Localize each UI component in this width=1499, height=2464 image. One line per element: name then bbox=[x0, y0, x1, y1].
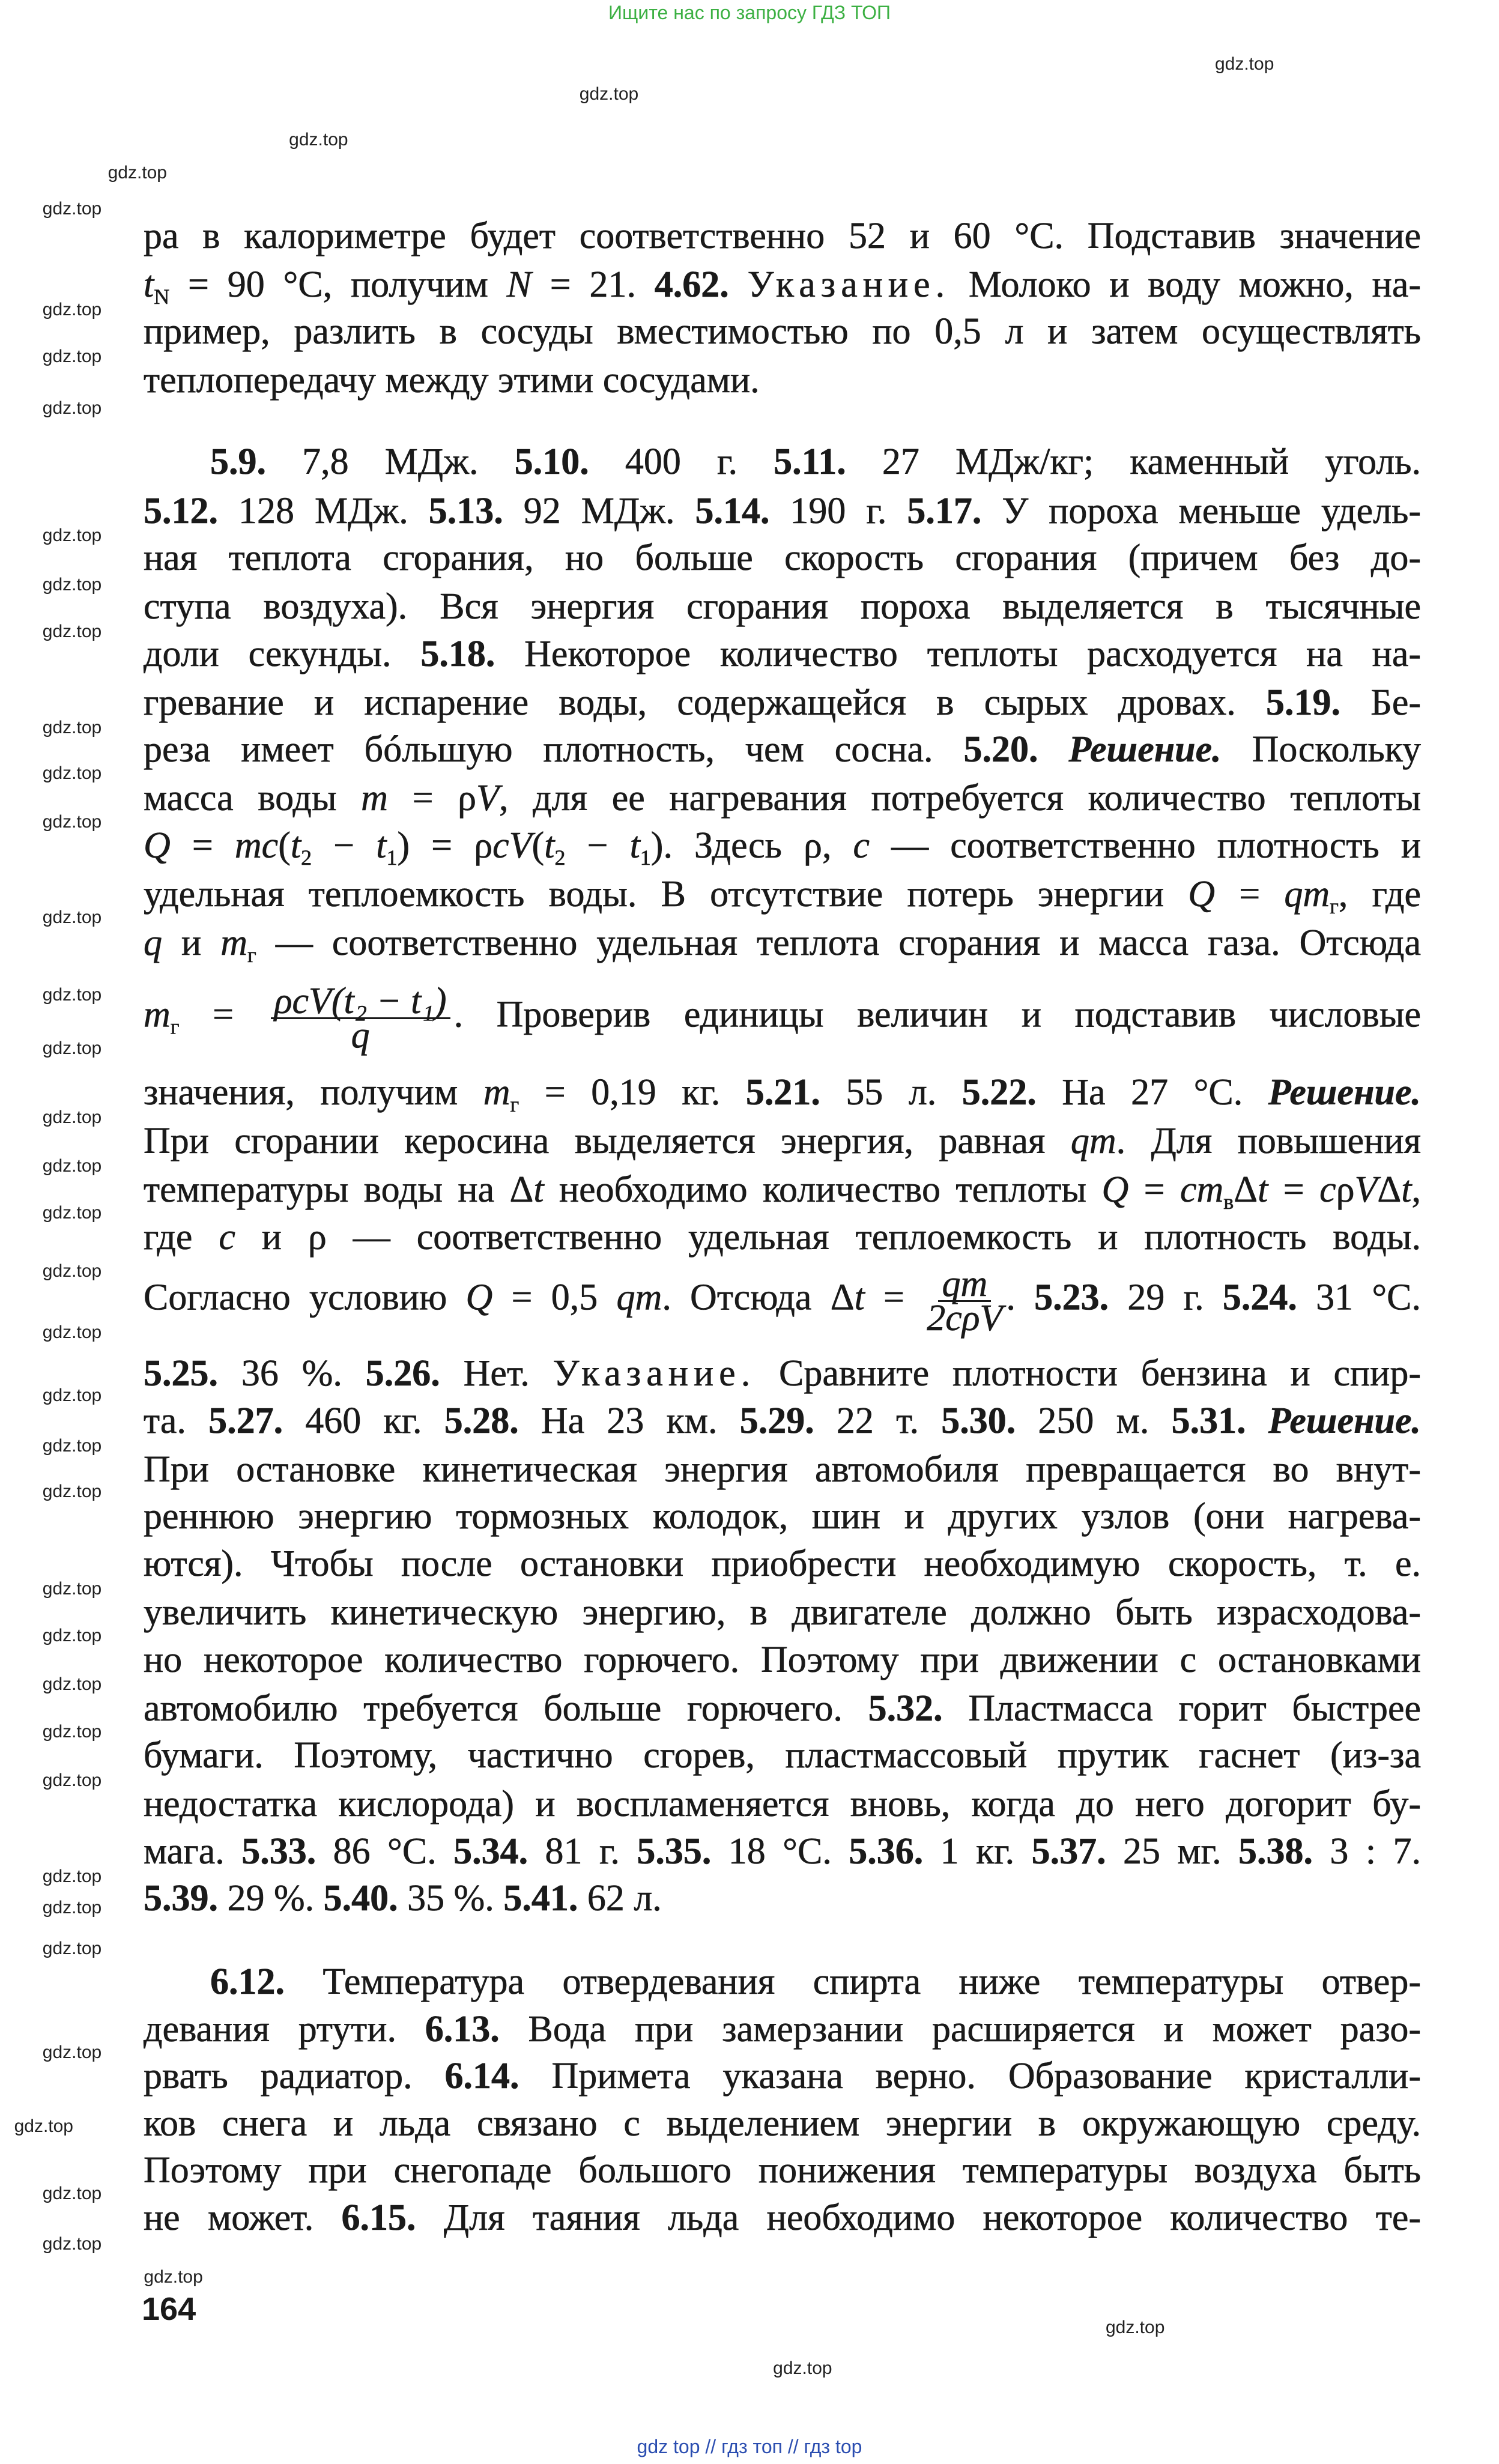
answer-number: 5.27. bbox=[208, 1400, 283, 1441]
watermark-text: gdz.top bbox=[42, 984, 102, 1005]
math-variable: c bbox=[853, 825, 870, 866]
watermark-text: gdz.top bbox=[42, 1770, 102, 1791]
text-line bbox=[144, 2104, 1421, 2143]
answer-number: 5.40. bbox=[323, 1878, 398, 1919]
math-variable: t bbox=[376, 825, 387, 866]
subscript: N bbox=[154, 284, 170, 309]
solution-label: Решение. bbox=[1268, 1400, 1422, 1441]
text-run: 3 : 7. bbox=[1313, 1830, 1422, 1872]
answer-number: 6.14. bbox=[444, 2056, 519, 2097]
text-line bbox=[144, 264, 1422, 309]
text-line bbox=[144, 874, 1422, 919]
math-variable: m bbox=[220, 922, 248, 964]
watermark-text: gdz.top bbox=[42, 199, 102, 219]
text-run: Некоторое количество теплоты расходуется на на- bbox=[495, 633, 1422, 674]
text-line bbox=[144, 1879, 1421, 1918]
answer-number: 5.41. bbox=[503, 1878, 578, 1919]
text-run: Температура отвердевания спирта ниже температуры отвер- bbox=[285, 1961, 1421, 2003]
answer-number: 5.26. bbox=[365, 1353, 440, 1394]
hint-label: Указание. bbox=[553, 1353, 756, 1394]
text-line bbox=[144, 492, 1421, 530]
subscript: г bbox=[247, 943, 256, 967]
text-run: . bbox=[1006, 1277, 1035, 1319]
answer-number: 5.30. bbox=[941, 1400, 1016, 1441]
text-run: 190 г. bbox=[769, 490, 907, 531]
text-run: 128 МДж. bbox=[218, 490, 429, 531]
answer-number: 5.31. bbox=[1171, 1400, 1246, 1441]
answer-number: 5.11. bbox=[774, 441, 846, 483]
subscript: г bbox=[1330, 894, 1339, 919]
text-line bbox=[144, 779, 1421, 817]
text-run: пример, разлить в сосуды вместимостью по 0,5 л и затем осуществлять bbox=[144, 311, 1421, 353]
watermark-text: gdz.top bbox=[42, 2042, 102, 2062]
text-run: ). Здесь ρ, bbox=[650, 825, 853, 866]
watermark-text: gdz.top bbox=[42, 622, 102, 642]
text-run: 62 л. bbox=[578, 1878, 662, 1919]
text-run: где bbox=[144, 1216, 219, 1258]
text-run: 27 МДж/кг; каменный уголь. bbox=[846, 441, 1421, 483]
text-line bbox=[144, 2057, 1421, 2095]
math-variable: t bbox=[854, 1277, 865, 1319]
watermark-text: gdz.top bbox=[42, 1038, 102, 1058]
watermark-text: gdz.top bbox=[289, 129, 348, 150]
answer-number: 5.9. bbox=[210, 441, 266, 483]
text-line bbox=[144, 635, 1421, 673]
hint-label: Указание. bbox=[747, 264, 951, 305]
text-run: = bbox=[1128, 1169, 1180, 1211]
text-run: 250 м. bbox=[1016, 1400, 1172, 1441]
text-run: − bbox=[565, 825, 630, 866]
watermark-text: gdz.top bbox=[42, 1385, 102, 1405]
watermark-text: gdz.top bbox=[42, 1721, 102, 1742]
text-run: удельная теплоемкость воды. В отсутствие потерь энергии bbox=[144, 874, 1189, 915]
text-line bbox=[144, 1218, 1421, 1256]
text-run: = bbox=[170, 825, 235, 866]
math-variable: qm bbox=[1284, 874, 1330, 915]
text-run: . Отсюда Δ bbox=[662, 1277, 855, 1319]
text-run: реннюю энергию тормозных колодок, шин и других узлов (они нагрева- bbox=[144, 1496, 1421, 1537]
text-run: = 0,19 кг. bbox=[519, 1071, 746, 1113]
text-run: и bbox=[162, 922, 221, 964]
fraction bbox=[271, 981, 450, 1056]
text-run: — соответственно удельная теплота сгорания и масса газа. Отсюда bbox=[256, 922, 1421, 964]
answer-number: 5.38. bbox=[1238, 1830, 1313, 1872]
text-run: У пороха меньше удель- bbox=[981, 490, 1421, 531]
text-line bbox=[144, 2199, 1421, 2237]
text-run: 460 кг. bbox=[283, 1400, 444, 1441]
math-variable: qm bbox=[616, 1277, 662, 1319]
math-variable: cm bbox=[1180, 1169, 1224, 1211]
text-run: 31 °С. bbox=[1297, 1277, 1422, 1319]
watermark-text: gdz.top bbox=[42, 717, 102, 737]
text-line bbox=[144, 217, 1421, 255]
math-variable: Q bbox=[1188, 874, 1215, 915]
text-run: . Проверив единицы величин и подставив числовые bbox=[453, 994, 1422, 1036]
text-run: На 23 км. bbox=[518, 1400, 740, 1441]
text-line bbox=[210, 1963, 1421, 2001]
text-line bbox=[144, 361, 1421, 399]
text-run: 81 г. bbox=[528, 1830, 637, 1872]
text-run bbox=[1246, 1400, 1268, 1441]
watermark-text: gdz.top bbox=[42, 574, 102, 595]
watermark-text: gdz.top bbox=[42, 1939, 102, 1959]
math-variable: V bbox=[476, 778, 499, 819]
subscript: 2 bbox=[301, 845, 312, 870]
text-line bbox=[144, 1264, 1422, 1339]
watermark-text: gdz.top bbox=[773, 2358, 832, 2378]
text-run: автомобилю требуется больше горючего. bbox=[144, 1688, 868, 1729]
math-variable: N bbox=[506, 264, 531, 305]
text-run: мага. bbox=[144, 1830, 242, 1872]
watermark-text: gdz.top bbox=[1214, 54, 1274, 74]
answer-number: 5.13. bbox=[428, 490, 503, 531]
answer-number: 5.33. bbox=[241, 1830, 316, 1872]
text-line bbox=[144, 1450, 1421, 1489]
text-run bbox=[729, 264, 748, 305]
text-line bbox=[144, 312, 1421, 351]
text-run: 25 мг. bbox=[1106, 1830, 1239, 1872]
subscript: 1 bbox=[640, 845, 651, 870]
text-run: Примета указана верно. Образование кристалли- bbox=[519, 2056, 1421, 2097]
text-run: 18 °С. bbox=[711, 1830, 849, 1872]
text-run: . Для повышения bbox=[1116, 1120, 1421, 1161]
text-run: Сравните плотности бензина и спир- bbox=[756, 1353, 1421, 1394]
math-variable: m bbox=[144, 994, 171, 1036]
math-variable: cV bbox=[492, 825, 532, 866]
text-run: 92 МДж. bbox=[503, 490, 695, 531]
fraction-denominator: 2cρV bbox=[927, 1298, 1003, 1339]
text-line bbox=[144, 683, 1421, 722]
text-line bbox=[144, 1071, 1421, 1116]
answer-number: 5.29. bbox=[739, 1400, 814, 1441]
text-run: − bbox=[312, 825, 377, 866]
text-run: температуры воды на Δ bbox=[144, 1169, 534, 1211]
text-run: реза имеет бóльшую плотность, чем сосна. bbox=[144, 729, 964, 770]
text-line bbox=[144, 922, 1421, 967]
text-line bbox=[144, 539, 1421, 577]
math-variable: t bbox=[144, 264, 154, 305]
text-line bbox=[144, 1497, 1421, 1536]
answer-number: 5.36. bbox=[849, 1830, 924, 1872]
text-line bbox=[144, 1593, 1421, 1632]
watermark-text: gdz.top bbox=[42, 2234, 102, 2254]
watermark-text: gdz.top bbox=[14, 2116, 74, 2136]
text-line bbox=[144, 1736, 1421, 1775]
watermark-text: gdz.top bbox=[42, 1674, 102, 1695]
text-line bbox=[144, 2010, 1421, 2048]
math-variable: V bbox=[1354, 1169, 1378, 1211]
text-line bbox=[144, 1785, 1421, 1823]
math-variable: t bbox=[290, 825, 301, 866]
text-run: Поскольку bbox=[1221, 729, 1422, 770]
watermark-text: gdz.top bbox=[42, 1261, 102, 1282]
watermark-text: gdz.top bbox=[144, 2267, 203, 2287]
math-variable: m bbox=[483, 1071, 510, 1113]
text-run: ρ bbox=[1336, 1169, 1355, 1211]
text-run: доли секунды. bbox=[144, 633, 421, 674]
math-variable: Q bbox=[465, 1277, 493, 1319]
text-run: = bbox=[179, 994, 267, 1036]
watermark-text: gdz.top bbox=[42, 1155, 102, 1176]
text-line bbox=[144, 981, 1422, 1056]
answer-number: 5.22. bbox=[961, 1071, 1037, 1113]
text-run: = 0,5 bbox=[492, 1277, 617, 1319]
text-run: 7,8 МДж. bbox=[266, 441, 515, 483]
fraction bbox=[927, 1264, 1003, 1339]
text-line bbox=[144, 1402, 1421, 1440]
text-run: девания ртути. bbox=[144, 2008, 425, 2050]
text-run: , где bbox=[1338, 874, 1422, 915]
text-line bbox=[210, 443, 1421, 481]
answer-number: 6.13. bbox=[425, 2008, 500, 2050]
text-line bbox=[144, 1689, 1421, 1728]
answer-number: 5.23. bbox=[1034, 1277, 1109, 1319]
text-run: Поэтому при снегопаде большого понижения температуры воздуха быть bbox=[144, 2150, 1421, 2191]
text-line bbox=[144, 1545, 1421, 1583]
math-variable: t bbox=[1401, 1169, 1412, 1211]
text-line bbox=[144, 1354, 1421, 1393]
text-run: = bbox=[1268, 1169, 1320, 1211]
answer-number: 5.28. bbox=[444, 1400, 519, 1441]
text-run: ( bbox=[531, 825, 545, 866]
answer-number: 6.12. bbox=[210, 1961, 285, 2003]
text-run: необходимо количество теплоты bbox=[544, 1169, 1102, 1211]
answer-number: 5.17. bbox=[907, 490, 982, 531]
answer-number: 5.24. bbox=[1222, 1277, 1297, 1319]
text-line bbox=[144, 1169, 1422, 1214]
text-run: = bbox=[864, 1277, 924, 1319]
fraction-numerator: qm bbox=[938, 1268, 991, 1302]
text-run: = 21. bbox=[531, 264, 655, 305]
text-run: 29 г. bbox=[1109, 1277, 1223, 1319]
text-run: = bbox=[1215, 874, 1285, 915]
subscript: г bbox=[510, 1092, 519, 1116]
watermark-text: gdz.top bbox=[579, 84, 639, 104]
text-run: та. bbox=[144, 1400, 209, 1441]
answer-number: 5.35. bbox=[637, 1830, 712, 1872]
text-run: Согласно условию bbox=[144, 1277, 466, 1319]
page-number: 164 bbox=[142, 2291, 196, 2327]
text-run: Δ bbox=[1377, 1169, 1402, 1211]
answer-number: 5.37. bbox=[1031, 1830, 1106, 1872]
text-run: 36 %. bbox=[218, 1353, 366, 1394]
math-variable: Q bbox=[1101, 1169, 1129, 1211]
text-run: ступа воздуха). Вся энергия сгорания пороха выделяется в тысячные bbox=[144, 586, 1421, 628]
watermark-text: gdz.top bbox=[42, 1481, 102, 1501]
text-run: ра в калориметре будет соответственно 52 и 60 °С. Подставив значение bbox=[144, 215, 1421, 256]
text-run: 1 кг. bbox=[923, 1830, 1032, 1872]
answer-number: 5.32. bbox=[868, 1688, 943, 1729]
watermark-text: gdz.top bbox=[42, 347, 102, 367]
text-run: теплопередачу между этими сосудами. bbox=[144, 360, 760, 401]
text-run: Нет. bbox=[440, 1353, 553, 1394]
watermark-text: gdz.top bbox=[42, 1866, 102, 1886]
text-run: ются). Чтобы после остановки приобрести необходимую скорость, т. е. bbox=[144, 1543, 1421, 1584]
subscript: г bbox=[170, 1015, 180, 1040]
answer-number: 5.20. bbox=[963, 729, 1038, 770]
watermark-text: gdz.top bbox=[42, 398, 102, 419]
text-line bbox=[144, 730, 1421, 769]
answer-number: 5.10. bbox=[514, 441, 589, 483]
math-variable: c bbox=[219, 1216, 235, 1258]
text-run: , bbox=[1411, 1169, 1422, 1211]
text-run: увеличить кинетическую энергию, в двигателе должно быть израсходова- bbox=[144, 1592, 1421, 1633]
watermark-text: gdz.top bbox=[1105, 2317, 1165, 2337]
text-run: Пластмасса горит быстрее bbox=[942, 1688, 1421, 1729]
text-run: значения, получим bbox=[144, 1071, 483, 1113]
text-run: и ρ — соответственно удельная теплоемкость и плотность воды. bbox=[235, 1216, 1422, 1258]
solution-label: Решение. bbox=[1068, 729, 1222, 770]
text-line bbox=[144, 1122, 1421, 1160]
answer-number: 6.15. bbox=[341, 2197, 416, 2238]
answer-number: 5.19. bbox=[1266, 682, 1341, 723]
answer-number: 5.39. bbox=[144, 1878, 218, 1919]
text-run: ) = ρ bbox=[397, 825, 493, 866]
math-variable: Q bbox=[144, 825, 171, 866]
watermark-text: gdz.top bbox=[108, 162, 168, 183]
text-run: Δ bbox=[1234, 1169, 1258, 1211]
answer-number: 5.12. bbox=[144, 490, 218, 531]
math-variable: c bbox=[1319, 1169, 1336, 1211]
watermark-text: gdz.top bbox=[42, 1626, 102, 1646]
answer-number: 5.14. bbox=[695, 490, 770, 531]
math-variable: t bbox=[544, 825, 555, 866]
footer-links[interactable]: gdz top // гдз топ // гдз top bbox=[637, 2436, 862, 2457]
text-run: При остановке кинетическая энергия автомобиля превращается во внут- bbox=[144, 1448, 1421, 1490]
answer-number: 5.18. bbox=[420, 633, 495, 674]
watermark-text: gdz.top bbox=[42, 525, 102, 546]
text-run: — соответственно плотность и bbox=[870, 825, 1422, 866]
text-run: , для ее нагревания потребуется количество теплоты bbox=[499, 778, 1421, 819]
watermark-text: gdz.top bbox=[42, 1322, 102, 1343]
fraction-denominator: q bbox=[351, 1015, 370, 1056]
answer-number: 5.34. bbox=[453, 1830, 528, 1872]
search-banner-link[interactable]: Ищите нас по запросу ГДЗ ТОП bbox=[608, 2, 891, 23]
math-variable: t bbox=[533, 1169, 544, 1211]
text-line bbox=[144, 1832, 1421, 1871]
text-run: Вода при замерзании расширяется и может разо- bbox=[499, 2008, 1421, 2050]
text-run: 35 %. bbox=[398, 1878, 504, 1919]
watermark-text: gdz.top bbox=[42, 907, 102, 928]
math-variable: t bbox=[629, 825, 640, 866]
text-run: 400 г. bbox=[589, 441, 774, 483]
text-line bbox=[144, 1641, 1421, 1679]
text-run: = ρ bbox=[387, 778, 477, 819]
answer-number: 5.25. bbox=[144, 1353, 218, 1394]
watermark-text: gdz.top bbox=[42, 1898, 102, 1918]
text-run: бумаги. Поэтому, частично сгорев, пластмассовый прутик гаснет (из-за bbox=[144, 1735, 1421, 1776]
text-run: 86 °С. bbox=[316, 1830, 454, 1872]
subscript: 1 bbox=[386, 845, 398, 870]
answer-number: 4.62. bbox=[654, 264, 729, 305]
text-run: Молоко и воду можно, на- bbox=[950, 264, 1422, 305]
watermark-text: gdz.top bbox=[42, 763, 102, 783]
text-run: При сгорании керосина выделяется энергия, равная bbox=[144, 1120, 1071, 1161]
text-run: = 90 °С, получим bbox=[169, 264, 507, 305]
subscript: 2 bbox=[554, 845, 566, 870]
subscript: в bbox=[1223, 1190, 1234, 1214]
text-line bbox=[144, 825, 1422, 870]
text-run bbox=[1038, 729, 1068, 770]
text-run: не может. bbox=[144, 2197, 342, 2238]
watermark-text: gdz.top bbox=[42, 1578, 102, 1599]
watermark-text: gdz.top bbox=[42, 299, 102, 319]
fraction-numerator: ρcV(t₂ − t₁) bbox=[271, 985, 450, 1019]
text-run: На 27 °С. bbox=[1036, 1071, 1268, 1113]
text-line bbox=[144, 2151, 1421, 2190]
answer-number: 5.21. bbox=[745, 1071, 820, 1113]
watermark-text: gdz.top bbox=[42, 1435, 102, 1456]
text-run: 55 л. bbox=[820, 1071, 962, 1113]
watermark-text: gdz.top bbox=[42, 811, 102, 832]
watermark-text: gdz.top bbox=[42, 2184, 102, 2204]
text-run: ( bbox=[278, 825, 291, 866]
text-run: ная теплота сгорания, но больше скорость сгорания (причем без до- bbox=[144, 537, 1421, 579]
watermark-text: gdz.top bbox=[42, 1107, 102, 1127]
text-run: ков снега и льда связано с выделением энергии в окружающую среду. bbox=[144, 2102, 1421, 2144]
text-line bbox=[144, 587, 1421, 626]
text-run: рвать радиатор. bbox=[144, 2056, 445, 2097]
math-variable: qm bbox=[1070, 1120, 1116, 1161]
text-run: 29 %. bbox=[218, 1878, 324, 1919]
math-variable: t bbox=[1258, 1169, 1268, 1211]
math-variable: m bbox=[361, 778, 388, 819]
solution-label: Решение. bbox=[1268, 1071, 1421, 1113]
watermark-text: gdz.top bbox=[42, 1203, 102, 1223]
text-run: Бе- bbox=[1340, 682, 1421, 723]
text-run: 22 т. bbox=[814, 1400, 942, 1441]
text-run: масса воды bbox=[144, 778, 362, 819]
text-run: гревание и испарение воды, содержащейся в сырых дровах. bbox=[144, 682, 1267, 723]
text-run: недостатка кислорода) и воспламеняется вновь, когда до него догорит бу- bbox=[144, 1784, 1421, 1825]
math-variable: q bbox=[144, 922, 162, 964]
text-run: но некоторое количество горючего. Поэтому при движении с остановками bbox=[144, 1639, 1421, 1680]
math-variable: mc bbox=[234, 825, 279, 866]
text-run: Для таяния льда необходимо некоторое количество те- bbox=[416, 2197, 1422, 2238]
